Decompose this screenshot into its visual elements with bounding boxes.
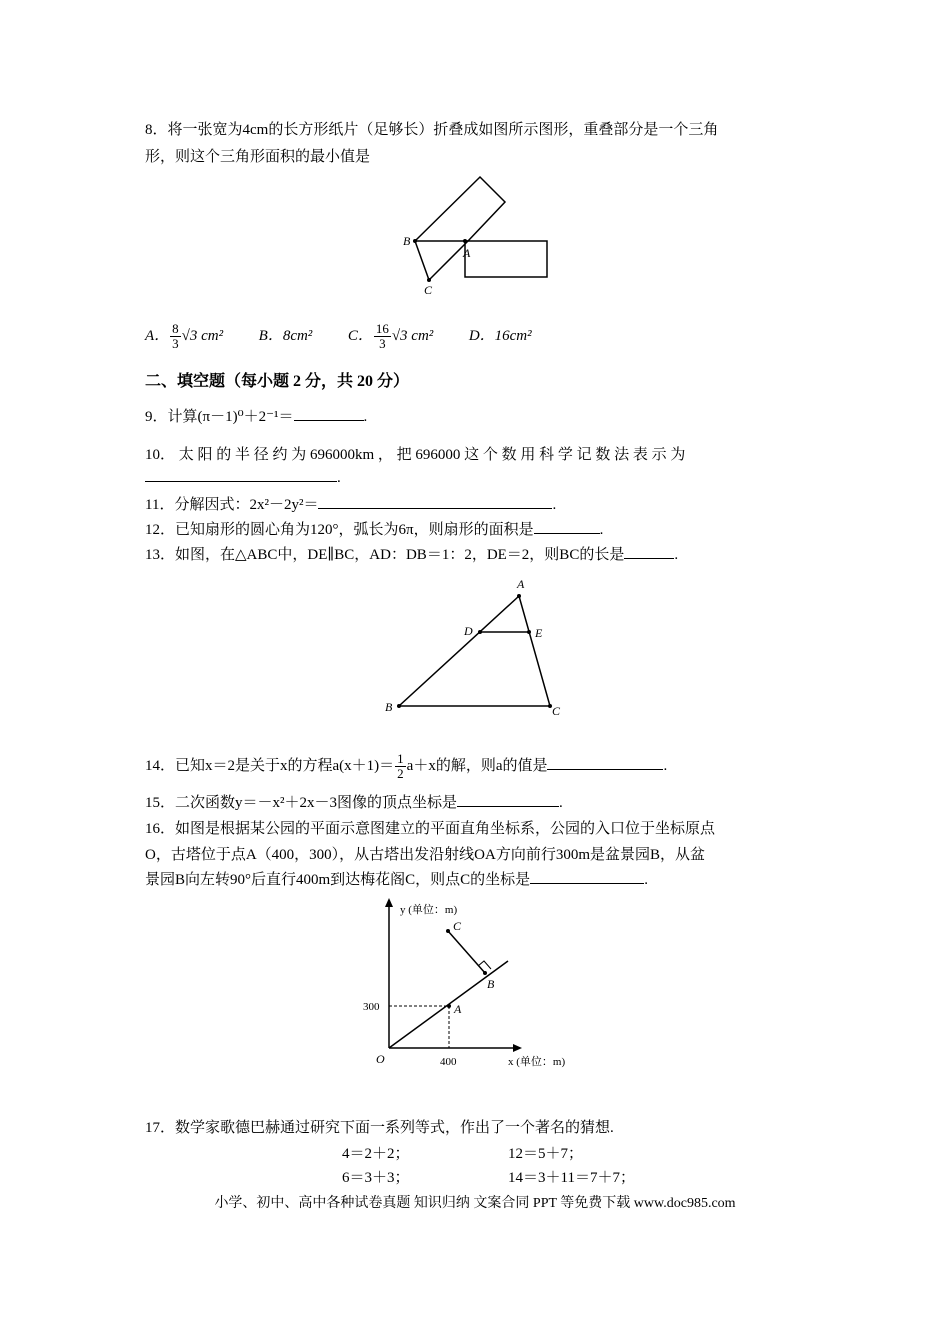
q14 [145,752,667,781]
q15-answer-blank[interactable] [457,792,559,807]
q17-eq1: 4＝2＋2； [342,1146,410,1162]
q13-point-a [517,594,521,598]
q15-end: . [559,795,563,811]
q13 [145,543,678,564]
q8-option-a-den: 3 [172,336,179,351]
q14-num: 1 [397,751,404,766]
q16-line1: 16．如图是根据某公园的平面示意图建立的平面直角坐标系，公园的入口位于坐标原点 [145,821,716,837]
q16-end: . [644,872,648,888]
q14-post: a＋x的解，则a的值是 [406,757,548,774]
q8-option-a-label: A． [145,327,170,344]
q8-option-b: B．8cm² [258,327,313,344]
q13-point-d [478,630,482,634]
q8-fold-edge [415,241,429,280]
q13-text: 13．如图，在△ABC中，DE∥BC，AD：DB＝1：2，DE＝2，则BC的长是 [145,547,625,563]
q12-text: 12．已知扇形的圆心角为120°，弧长为6π，则扇形的面积是 [145,522,534,538]
q10-line2 [145,467,341,487]
q8-option-a-rest: √3 cm² [181,327,224,344]
q8-option-a-num: 8 [172,321,179,336]
q16-point-b [483,971,487,975]
q11-end: . [552,497,557,513]
q8-option-d: D．16cm² [468,327,532,344]
q15 [145,791,563,812]
q14-den: 2 [397,766,404,781]
q14-pre: 14．已知x＝2是关于x的方程a(x＋1)＝ [145,757,395,774]
q8-option-c-label: C． [347,327,373,344]
q12-end: . [599,522,604,538]
q17-eq2: 12＝5＋7； [508,1146,584,1162]
q16-line2: O，古塔位于点A（400，300），从古塔出发沿射线OA方向前行300m是盆景园B，从盆 [145,847,706,863]
q13-label-d: D [464,624,473,638]
q16-point-a [447,1004,451,1008]
q8-figure [395,170,565,300]
q13-answer-blank[interactable] [624,544,674,559]
q9-end: . [363,409,368,425]
q11 [145,493,556,514]
q10-answer-blank[interactable] [145,467,337,482]
q13-point-b [397,704,401,708]
q8-option-c-rest: √3 cm² [391,327,434,344]
q16-y-axis-label: y (单位：m) [400,904,458,916]
q16-tick-400: 400 [440,1056,457,1068]
q16-segment-bc [448,931,485,973]
q13-triangle [399,596,550,706]
q13-label-e: E [535,626,543,640]
q12-answer-blank[interactable] [534,519,600,534]
q11-answer-blank[interactable] [318,494,552,509]
q13-label-c: C [552,704,561,718]
q16-label-o: O [376,1052,385,1066]
q14-fraction [395,752,406,781]
q8-line1: 8．将一张宽为4cm的长方形纸片（足够长）折叠成如图所示图形，重叠部分是一个三角 [145,122,719,138]
q16-y-arrow [385,898,393,907]
q8-lower-strip [465,241,547,277]
q8-option-c-num: 16 [375,321,389,336]
q9 [145,405,367,426]
q16-x-axis-label: x (单位：m) [508,1056,566,1068]
q11-text: 11．分解因式：2x²－2y²＝ [145,497,319,513]
q17-eq4: 14＝3＋11＝7＋7； [508,1170,635,1186]
q15-text: 15．二次函数y＝－x²＋2x－3图像的顶点坐标是 [145,795,457,811]
q16-label-c: C [453,919,462,933]
q13-label-a: A [517,577,525,591]
q16-x-arrow [513,1044,522,1052]
q17-eq3: 6＝3＋3； [342,1170,410,1186]
q8-label-c: C [424,283,433,297]
q16-text: 景园B向左转90°后直行400m到达梅花阁C，则点C的坐标是 [145,872,531,888]
q8-option-c-den: 3 [379,336,386,351]
page-footer: 小学、初中、高中各种试卷真题 知识归纳 文案合同 PPT 等免费下载 www.doc985.com [214,1196,736,1211]
q8-upper-strip [415,177,505,241]
q12 [145,518,603,539]
q8-point-c [427,278,431,282]
q8-point-a [463,239,467,243]
q16-point-c [446,929,450,933]
q8-line2: 形，则这个三角形面积的最小值是 [145,149,371,165]
q13-figure [380,573,570,721]
q13-label-b: B [385,700,393,714]
q16-label-a: A [454,1002,462,1016]
q13-end: . [674,547,679,563]
q16-figure [360,893,590,1078]
q9-text: 9．计算(π－1)⁰＋2⁻¹＝ [145,409,294,425]
q13-point-e [527,630,531,634]
q14-answer-blank[interactable] [547,755,663,770]
q8-option-a-fraction [170,322,181,351]
q8-label-b: B [403,234,411,248]
q16-tick-300: 300 [363,1001,380,1013]
q16-label-b: B [487,977,495,991]
q16-answer-blank[interactable] [530,869,644,884]
q17-line1: 17．数学家歌德巴赫通过研究下面一系列等式，作出了一个著名的猜想. [145,1120,614,1136]
q8-option-c-fraction [374,322,391,351]
q16-line3 [145,868,648,889]
q14-end: . [663,757,668,774]
q8-options [145,322,532,351]
q8-label-a: A [463,246,471,260]
section2-title: 二、填空题（每小题 2 分，共 20 分） [145,373,410,390]
q10-end: . [337,470,341,486]
q8-point-b [413,239,417,243]
q9-answer-blank[interactable] [294,406,364,421]
q10-line1: 10． 太 阳 的 半 径 约 为 696000km ， 把 696000 这 个 数 用 科 学 记 数 法 表 示 为 [145,447,686,463]
